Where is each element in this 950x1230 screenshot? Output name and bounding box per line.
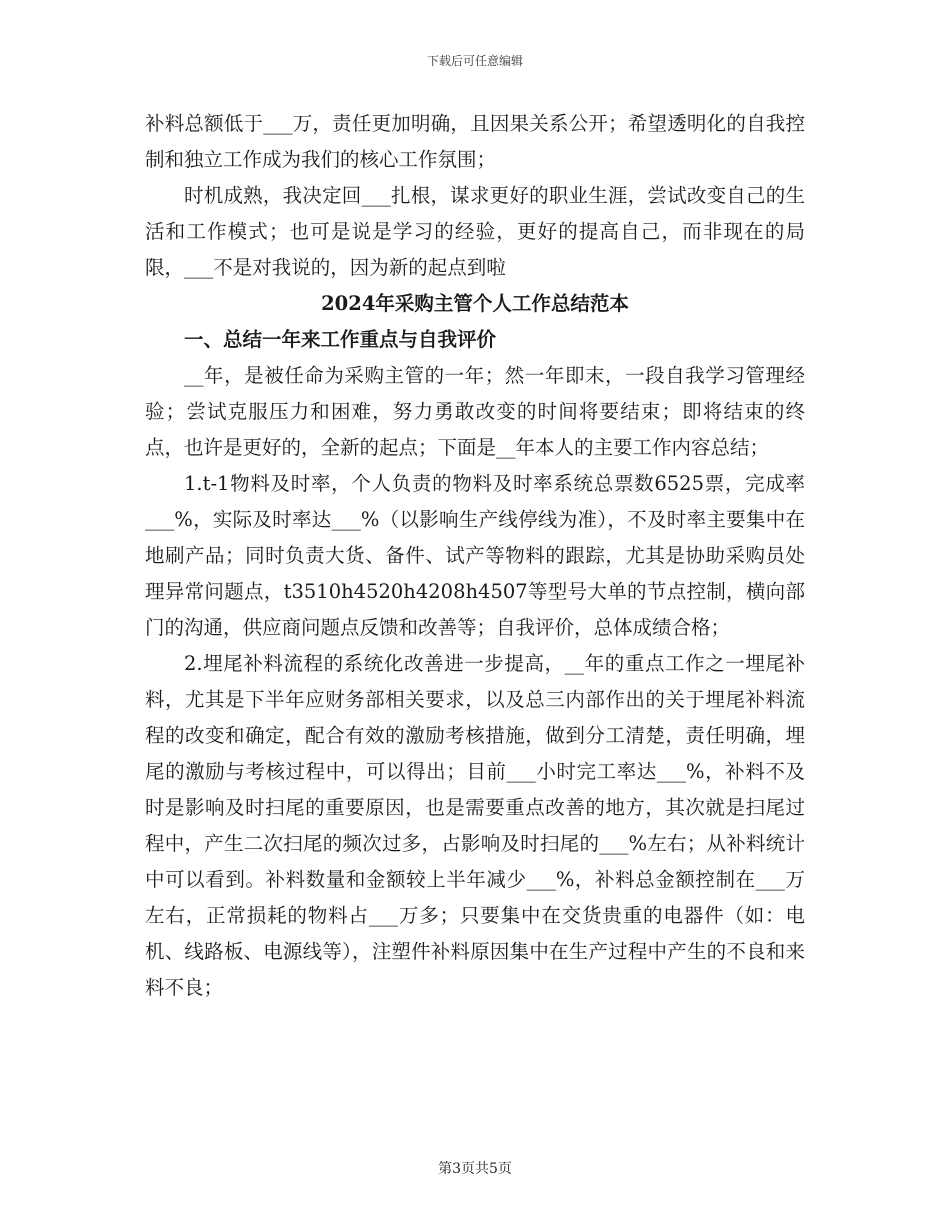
document-title: 2024年采购主管个人工作总结范本: [321, 292, 629, 315]
paragraph-career-plan: 时机成熟，我决定回___扎根，谋求更好的职业生涯，尝试改变自己的生活和工作模式；也可是说是学习的经验，更好的提高自己，而非现在的局限，___不是对我说的，因为新的起点到啦: [145, 184, 805, 279]
paragraph-item-2: 2.埋尾补料流程的系统化改善进一步提高，__年的重点工作之一埋尾补料，尤其是下半年应财务部相关要求，以及总三内部作出的关于埋尾补料流程的改变和确定，配合有效的激励考核措施，做到分工清楚，责任明确，埋尾的激励与考核过程中，可以得出；目前___小时完工率达___%，补料不及时是影响及时扫尾的重要原因，也是需要重点改善的地方，其次就是扫尾过程中，产生二次扫尾的频次过多，占影响及时扫尾的___%左右；从补料统计中可以看到。补料数量和金额较上半年减少___%，补料总金额控制在___万左右，正常损耗的物料占___万多；只要集中在交货贵重的电器件（如：电机、线路板、电源线等），注塑件补料原因集中在生产过程中产生的不良和来料不良；: [145, 652, 805, 999]
paragraph-intro: __年，是被任命为采购主管的一年；然一年即末，一段自我学习管理经验；尝试克服压力和困难，努力勇敢改变的时间将要结束；即将结束的终点，也许是更好的，全新的起点；下面是__年本人的主要工作内容总结；: [145, 364, 805, 459]
page-header: 下载后可任意编辑: [426, 54, 523, 68]
section-heading: 一、总结一年来工作重点与自我评价: [184, 328, 497, 351]
paragraph-continuation: 补料总额低于___万，责任更加明确，且因果关系公开；希望透明化的自我控制和独立工作成为我们的核心工作氛围；: [145, 112, 805, 171]
page-footer: 第3页共5页: [438, 1161, 512, 1177]
document-body: [145, 106, 805, 1006]
paragraph-item-1: 1.t-1物料及时率，个人负责的物料及时率系统总票数6525票，完成率___%，实际及时率达___%（以影响生产线停线为准），不及时率主要集中在地刷产品；同时负责大货、备件、试产等物料的跟踪，尤其是协助采购员处理异常问题点，t3510h4520h4208h4507等型号大单的节点控制，横向部门的沟通，供应商问题点反馈和改善等；自我评价，总体成绩合格；: [145, 472, 805, 639]
